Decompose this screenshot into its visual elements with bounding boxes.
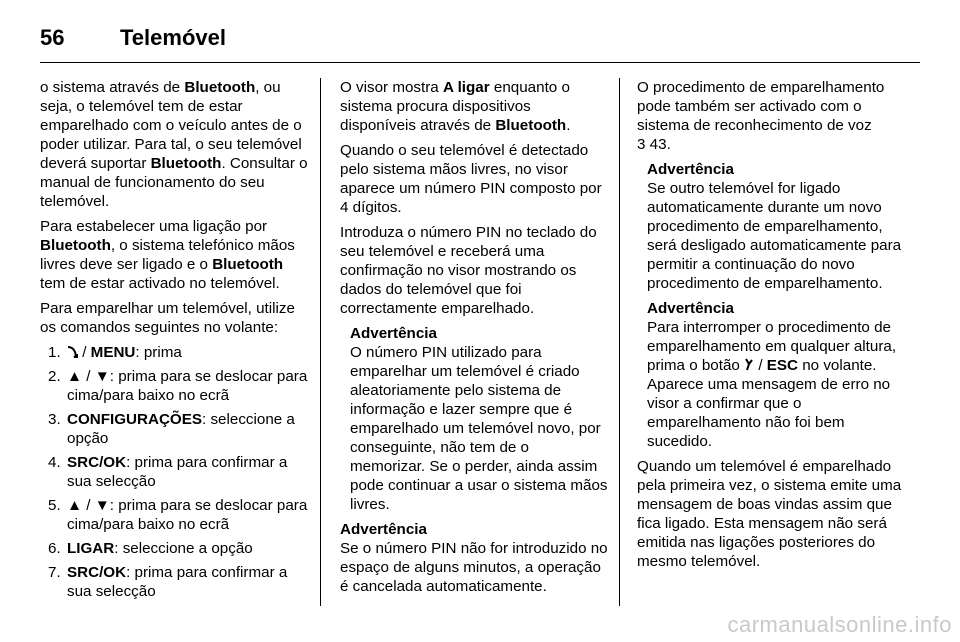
list-item: 4. SRC/OK: prima para confirmar a sua selecção xyxy=(48,454,288,490)
paragraph: Quando o seu telemóvel é detectado pelo sistema mãos livres, no visor aparece um número PIN composto por 4 dígitos. xyxy=(340,142,602,216)
note-title: Advertência xyxy=(340,521,427,538)
list-item: 7. SRC/OK: prima para confirmar a sua selecção xyxy=(48,564,288,600)
header-rule xyxy=(40,62,920,63)
page-header xyxy=(40,18,920,58)
note xyxy=(647,160,905,293)
note xyxy=(647,299,905,451)
column-divider xyxy=(619,78,620,606)
note-text: O número PIN utilizado para emparelhar um telemóvel é criado aleatoriamente pelo sistema de informação e lazer sempre que é emparelhado um telemóvel novo, por conseguinte, não tem de o memorizar. Se o perder, ainda assim pode continuar a usar o sistema mãos livres. xyxy=(350,344,608,513)
paragraph: O visor mostra A ligar enquanto o sistema procura dispositivos disponíveis através de Bluetooth. xyxy=(340,79,571,134)
list-item: 6. LIGAR: seleccione a opção xyxy=(48,540,253,557)
arrow-up-icon: ▲ xyxy=(67,497,83,514)
paragraph: Introduza o número PIN no teclado do seu telemóvel e receberá uma confirmação no visor mostrando os dados do telemóvel que foi correctamente emparelhado. xyxy=(340,224,597,317)
column-2 xyxy=(340,78,608,602)
arrow-down-icon: ▼ xyxy=(94,368,110,385)
phone-hangup-icon xyxy=(744,358,754,371)
paragraph: Para emparelhar um telemóvel, utilize os comandos seguintes no volante: xyxy=(40,300,295,336)
paragraph: o sistema através de Bluetooth, ou seja, o telemóvel tem de estar emparelhado com o veículo antes de o poder utilizar. Para tal, o seu telemóvel deverá suportar Bluetooth. Consultar o manual de funcionamento do seu telemóvel. xyxy=(40,79,308,210)
arrow-up-icon: ▲ xyxy=(67,368,83,385)
phone-answer-icon xyxy=(67,346,78,358)
column-1 xyxy=(40,78,308,606)
list-item: 1. / MENU: prima xyxy=(48,344,182,361)
note-title: Advertência xyxy=(647,161,734,178)
list-item: 2. ▲ / ▼: prima para se deslocar para cima/para baixo no ecrã xyxy=(48,368,308,404)
note-text: Para interromper o procedimento de emparelhamento em qualquer altura, prima o botão / ESC no volante. Aparece uma mensagem de erro no visor a confirmar que o emparelhamento não foi bem sucedido. xyxy=(647,319,897,450)
page-number: 56 xyxy=(40,25,65,50)
paragraph: O procedimento de emparelhamento pode também ser activado com o sistema de reconhecimento de voz 3 43. xyxy=(637,79,885,153)
list-item: 3. CONFIGURAÇÕES: seleccione a opção xyxy=(48,411,295,447)
column-3 xyxy=(637,78,905,577)
note-title: Advertência xyxy=(647,300,734,317)
watermark: carmanualsonline.info xyxy=(727,612,952,637)
note xyxy=(350,324,608,514)
column-divider xyxy=(320,78,321,606)
arrow-down-icon: ▼ xyxy=(94,497,110,514)
steps-list xyxy=(40,343,308,601)
note-title: Advertência xyxy=(350,325,437,342)
note xyxy=(340,520,608,596)
page-title: Telemóvel xyxy=(120,25,226,50)
note-text: Se o número PIN não for introduzido no espaço de alguns minutos, a operação é cancelada automaticamente. xyxy=(340,540,608,595)
paragraph: Para estabelecer uma ligação por Bluetooth, o sistema telefónico mãos livres deve ser ligado e o Bluetooth tem de estar activado no telemóvel. xyxy=(40,218,295,292)
paragraph: Quando um telemóvel é emparelhado pela primeira vez, o sistema emite uma mensagem de boas vindas assim que fica ligado. Esta mensagem não será emitida nas ligações posteriores do mesmo telemóvel. xyxy=(637,458,902,570)
list-item: 5. ▲ / ▼: prima para se deslocar para cima/para baixo no ecrã xyxy=(48,497,308,533)
page-ref-icon: 3 xyxy=(637,136,646,153)
note-text: Se outro telemóvel for ligado automaticamente durante um novo procedimento de emparelhamento, será desligado automaticamente para permitir a continuação do novo procedimento de emparelhamento. xyxy=(647,180,902,292)
